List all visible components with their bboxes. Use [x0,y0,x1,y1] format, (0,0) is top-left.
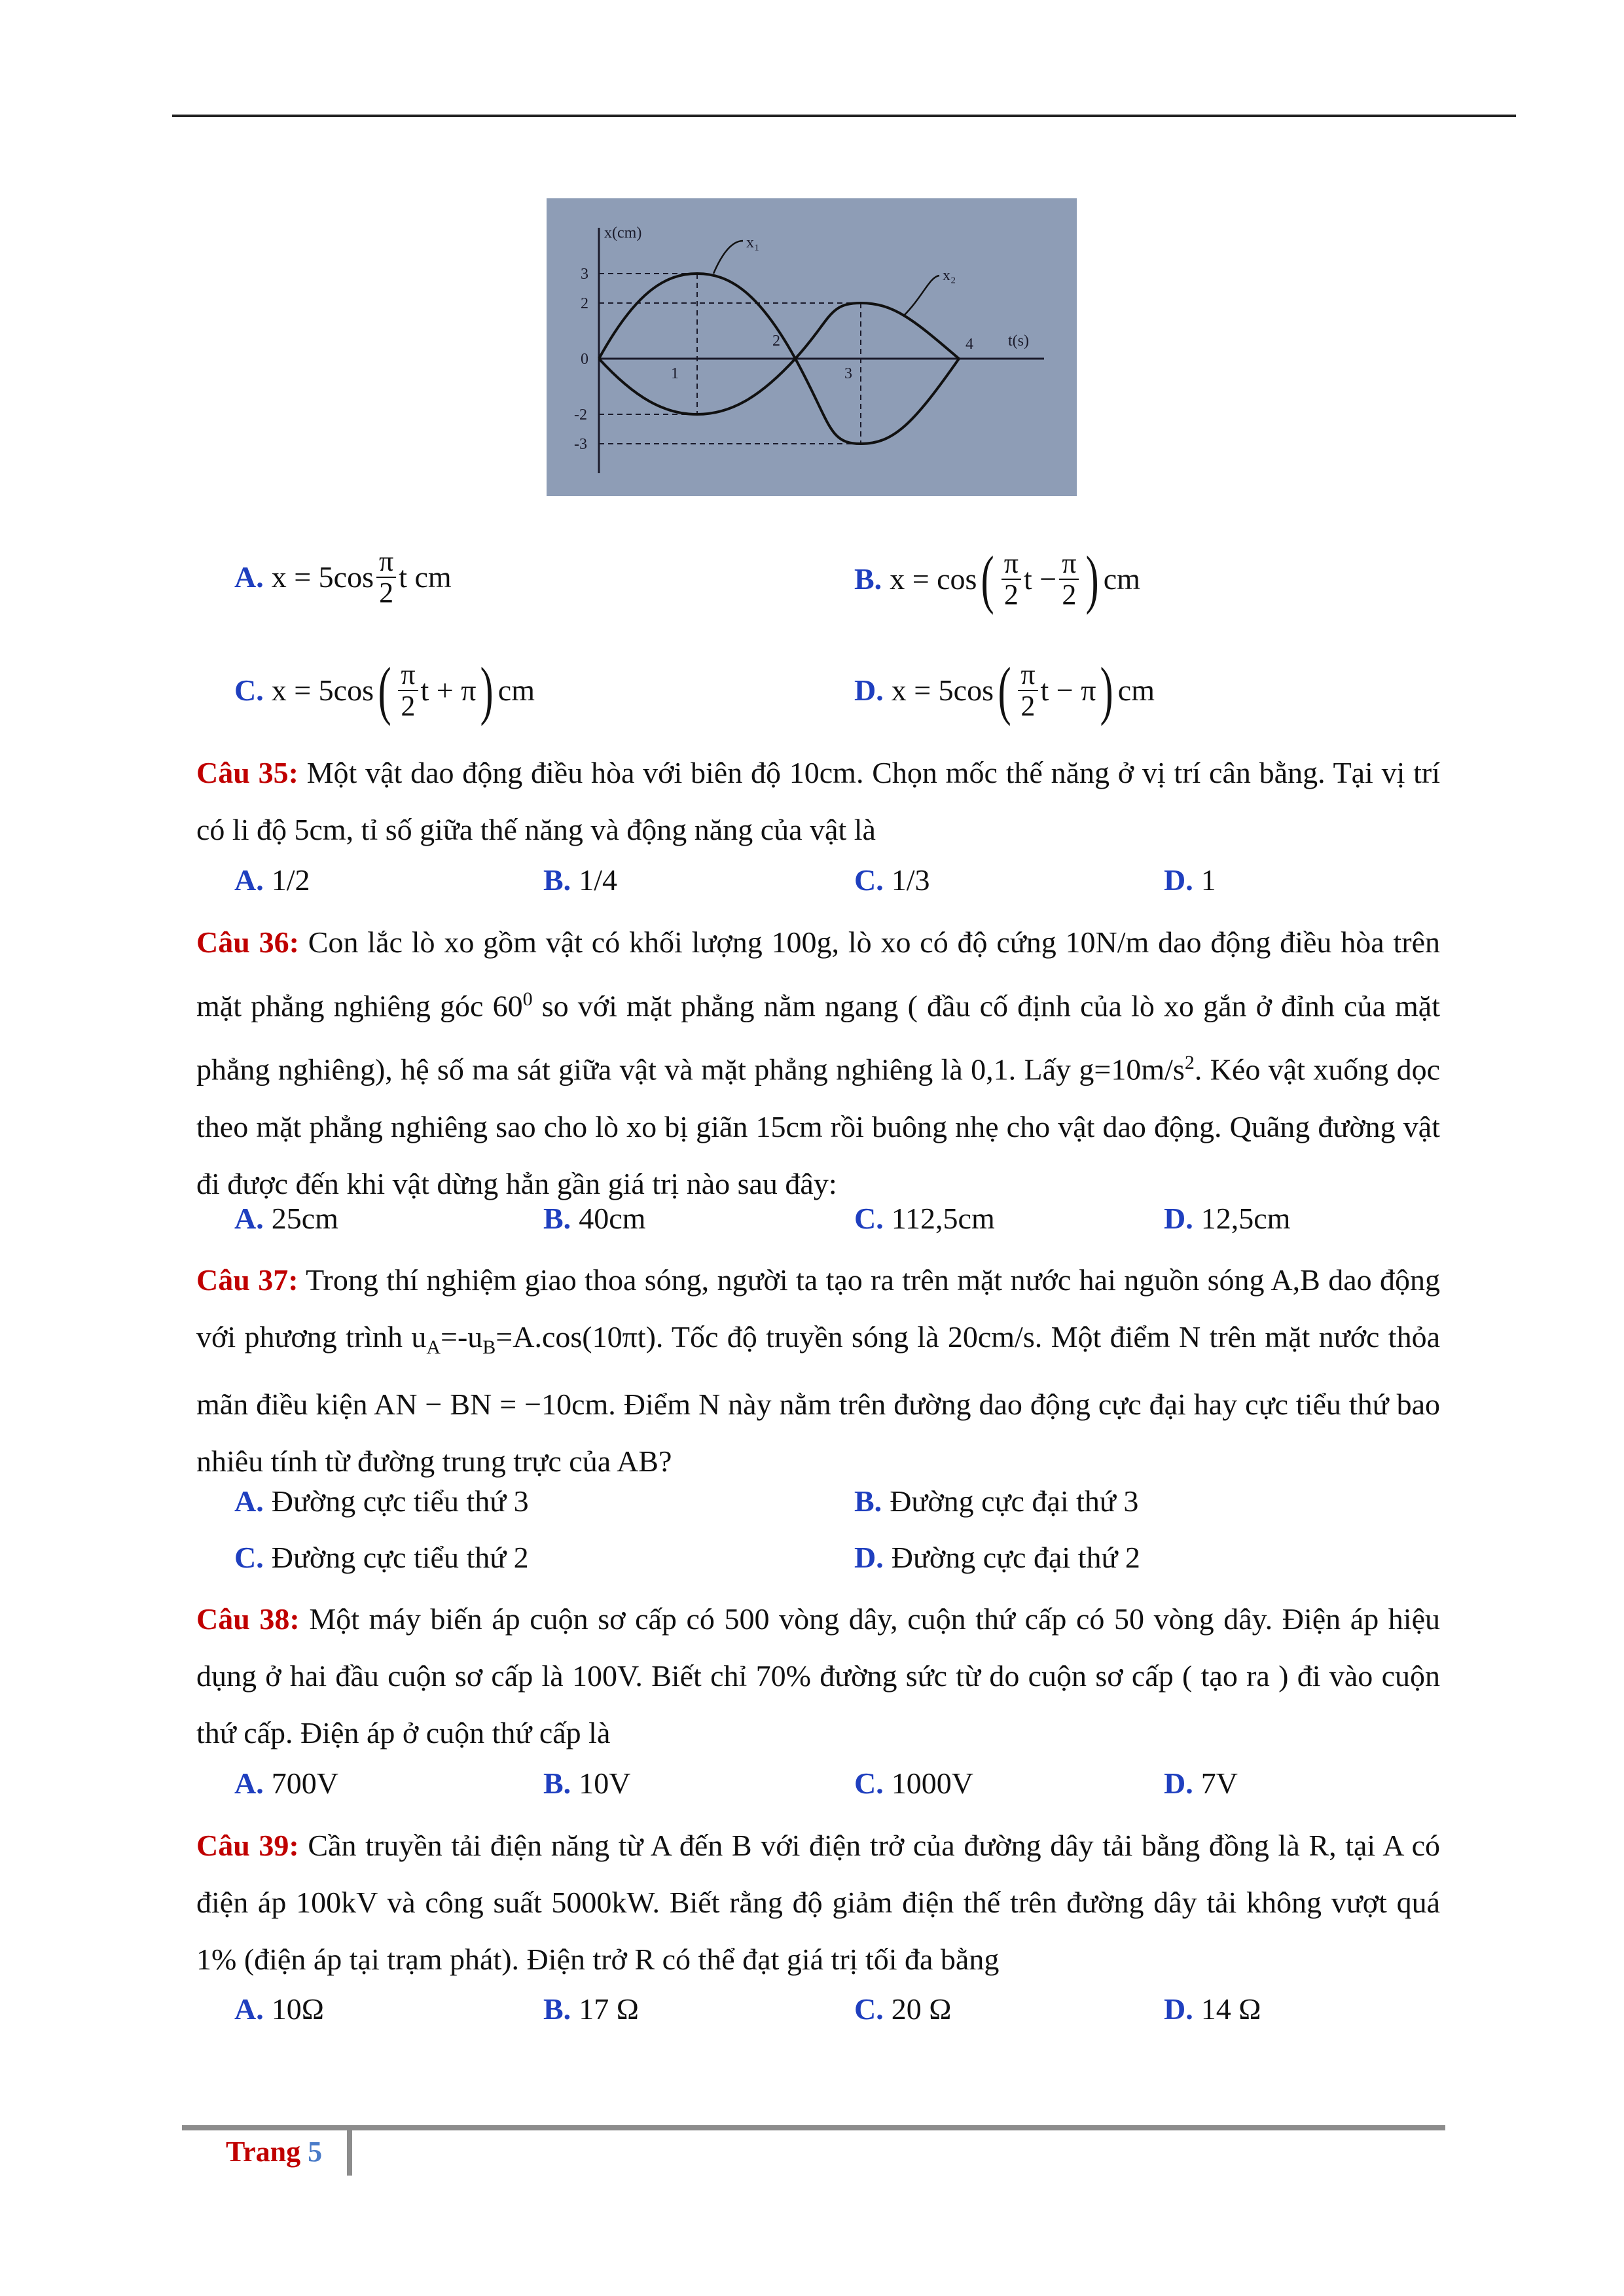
y-tick: 0 [581,351,588,368]
q35-option-b[interactable]: B. 1/4 [543,863,617,897]
q35-option-d[interactable]: D. 1 [1164,863,1216,897]
question-heading: Câu 37: [196,1263,298,1297]
question-heading: Câu 39: [196,1829,299,1862]
q38-option-b[interactable]: B. 10V [543,1767,631,1800]
y-tick: 3 [581,266,588,283]
x-tick: 3 [844,365,852,382]
q39-option-b[interactable]: B. 17 Ω [543,1992,639,2026]
q34-option-b[interactable]: B. x = cos ( $\frac{\pi}{2}$ t − $\frac{\pi}{2}$ ) cm [854,543,1140,615]
q38-option-c[interactable]: C. 1000V [854,1767,973,1800]
y-tick: -3 [574,436,587,453]
y-axis-label: x(cm) [604,224,642,242]
fraction: $\frac{\pi}{2}$ [1001,548,1021,610]
oscillation-graph-figure [547,198,1077,496]
q39-option-a[interactable]: A. 10Ω [234,1992,324,2026]
footer-rule [182,2125,1445,2130]
q34-option-c[interactable]: C. x = 5cos ( $\frac{\pi}{2}$ t + π ) cm [234,654,535,726]
question-heading: Câu 38: [196,1602,300,1636]
fraction: $\frac{\pi}{2}$ [1059,548,1079,610]
y-tick: 2 [581,295,588,312]
x-axis-label: t(s) [1008,332,1029,350]
q37-option-b[interactable]: B. Đường cực đại thứ 3 [854,1484,1139,1518]
question-36: Câu 36: Con lắc lò xo gồm vật có khối lượng 100g, lò xo có độ cứng 10N/m dao động điều hòa trên mặt phẳng nghiêng góc $60^0$ so với mặt phẳng nằm ngang ( đầu cố định của lò xo gắn ở đỉnh của mặt phẳng nghiêng), hệ số ma sát giữa vật và mặt phẳng nghiêng là 0,1. Lấy $g=10m/s^2$. Kéo vật xuống dọc theo mặt phẳng nghiêng sao cho lò xo bị giãn 15cm rồi buông nhẹ cho vật dao động. Quãng đường vật đi được đến khi vật dừng hẳn gần giá trị nào sau đây: [196,925,1440,1200]
option-letter: A. [234,560,264,594]
question-37: Câu 37: Trong thí nghiệm giao thoa sóng, người ta tạo ra trên mặt nước hai nguồn sóng A,B dao động với phương trình $u_A=-u_B=A.\cos(10\pi t)$. Tốc độ truyền sóng là 20cm/s. Một điểm N trên mặt nước thỏa mãn điều kiện AN − BN = −10cm. Điểm N này nằm trên đường dao động cực đại hay cực tiểu thứ bao nhiêu tính từ đường trung trực của AB? [196,1263,1440,1479]
curve2-label: x₂ [943,267,956,284]
y-tick: -2 [574,406,587,423]
q35-option-a[interactable]: A. 1/2 [234,863,310,897]
q38-option-a[interactable]: A. 700V [234,1767,338,1800]
q37-option-d[interactable]: D. Đường cực đại thứ 2 [854,1541,1140,1574]
q35-option-c[interactable]: C. 1/3 [854,863,930,897]
q34-option-d[interactable]: D. x = 5cos ( $\frac{\pi}{2}$ t − π ) cm [854,654,1155,726]
x-tick: 1 [671,365,679,382]
question-39: Câu 39: Cần truyền tải điện năng từ A đến B với điện trở của đường dây tải bằng đồng là R, tại A có điện áp 100kV và công suất 5000kW. Biết rằng độ giảm điện thế trên đường dây tải không vượt quá 1% (điện áp tại trạm phát). Điện trở R có thể đạt giá trị tối đa bằng [196,1829,1440,1976]
q37-option-c[interactable]: C. Đường cực tiểu thứ 2 [234,1541,529,1574]
footer-divider [347,2128,352,2176]
fraction: $\frac{\pi}{2}$ [398,660,418,721]
q36-option-b[interactable]: B. 40cm [543,1202,646,1235]
q39-option-c[interactable]: C. 20 Ω [854,1992,952,2026]
option-letter: D. [854,673,884,707]
fraction: $\frac{\pi}{2}$ [376,547,396,608]
question-heading: Câu 35: [196,756,298,789]
fraction: $\frac{\pi}{2}$ [1018,660,1038,721]
q39-option-d[interactable]: D. 14 Ω [1164,1992,1261,2026]
question-heading: Câu 36: [196,925,299,959]
question-38: Câu 38: Một máy biến áp cuộn sơ cấp có 500 vòng dây, cuộn thứ cấp có 50 vòng dây. Điện áp hiệu dụng ở hai đầu cuộn sơ cấp là 100V. Biết chỉ 70% đường sức từ do cuộn sơ cấp ( tạo ra ) đi vào cuộn thứ cấp. Điện áp ở cuộn thứ cấp là [196,1602,1440,1749]
q36-option-a[interactable]: A. 25cm [234,1202,338,1235]
question-35: Câu 35: Một vật dao động điều hòa với biên độ 10cm. Chọn mốc thế năng ở vị trí cân bằng. Tại vị trí có li độ 5cm, tỉ số giữa thế năng và động năng của vật là [196,756,1440,846]
option-letter: B. [854,562,882,596]
q36-option-c[interactable]: C. 112,5cm [854,1202,995,1235]
curve1-label: x₁ [746,234,760,251]
q37-option-a[interactable]: A. Đường cực tiểu thứ 3 [234,1484,529,1518]
q34-option-a[interactable]: A. x = 5cos $\frac{\pi}{2}$ t cm [234,545,452,609]
header-rule [172,115,1516,117]
q38-option-d[interactable]: D. 7V [1164,1767,1238,1800]
x-tick: 4 [965,336,973,353]
page-number: Trang 5 [226,2136,323,2168]
x-tick: 2 [772,332,780,350]
q36-option-d[interactable]: D. 12,5cm [1164,1202,1291,1235]
option-letter: C. [234,673,264,707]
oscillation-graph [547,198,1077,496]
